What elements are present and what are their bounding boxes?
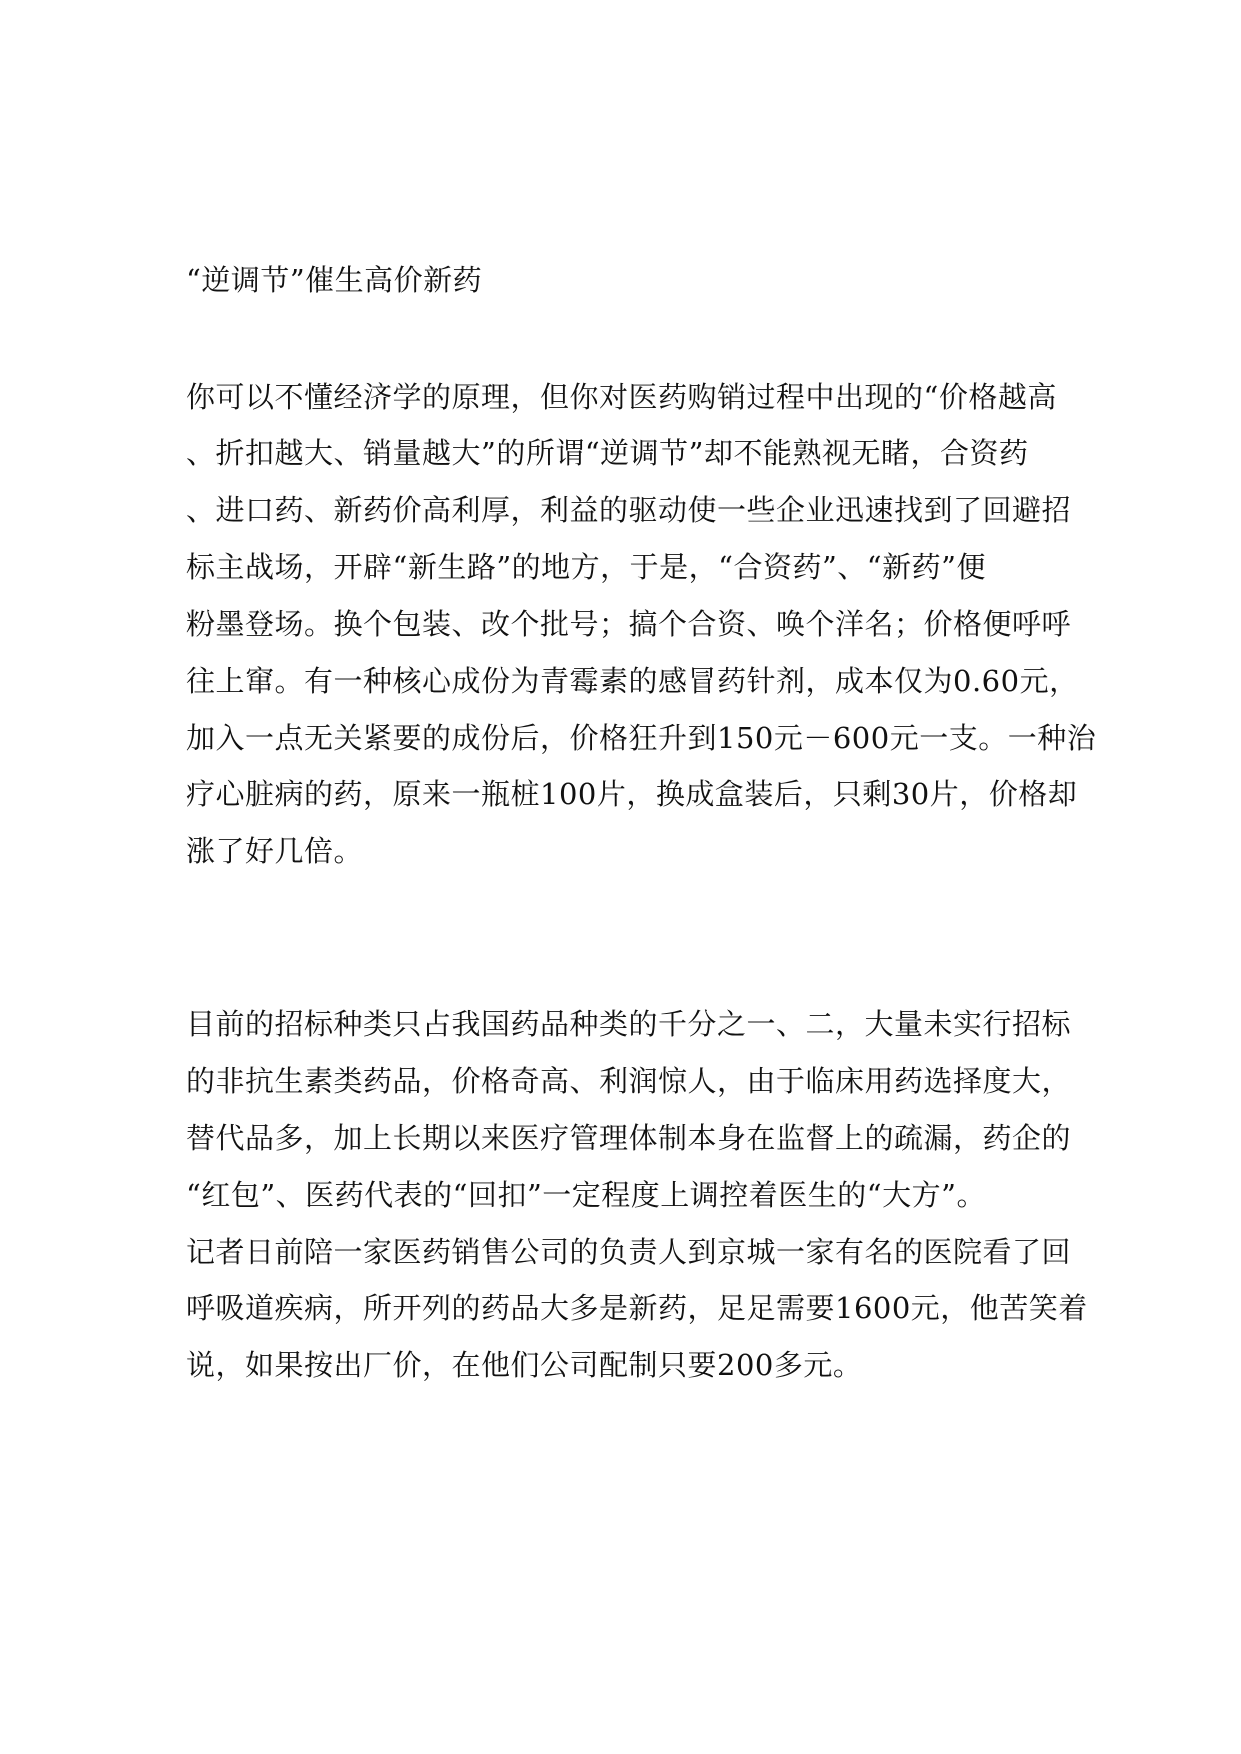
paragraph-line: 的非抗生素类药品，价格奇高、利润惊人，由于临床用药选择度大，: [186, 1064, 1072, 1098]
article-heading: “逆调节”催生高价新药: [186, 263, 483, 297]
paragraph-line: 、折扣越大、销量越大”的所谓“逆调节”却不能熟视无睹，合资药: [186, 436, 1029, 470]
paragraph-line: 粉墨登场。换个包装、改个批号；搞个合资、唤个洋名；价格便呼呼: [186, 607, 1072, 641]
paragraph-line: 你可以不懂经济学的原理，但你对医药购销过程中出现的“价格越高: [186, 380, 1057, 414]
paragraph-line: 疗心脏病的药，原来一瓶桩100片，换成盒装后，只剩30片，价格却: [186, 777, 1078, 811]
paragraph-line: 涨了好几倍。: [186, 834, 364, 868]
paragraph-line: 呼吸道疾病，所开列的药品大多是新药，足足需要1600元，他苦笑着: [186, 1291, 1088, 1325]
paragraph-line: 说，如果按出厂价，在他们公司配制只要200多元。: [186, 1348, 863, 1382]
paragraph-line: 记者日前陪一家医药销售公司的负责人到京城一家有名的医院看了回: [186, 1235, 1072, 1269]
paragraph-line: 往上窜。有一种核心成份为青霉素的感冒药针剂，成本仅为0.60元，: [186, 664, 1079, 698]
paragraph-line: “红包”、医药代表的“回扣”一定程度上调控着医生的“大方”。: [186, 1178, 986, 1212]
paragraph-line: 、进口药、新药价高利厚，利益的驱动使一些企业迅速找到了回避招: [186, 493, 1072, 527]
paragraph-line: 加入一点无关紧要的成份后，价格狂升到150元－600元一支。一种治: [186, 721, 1097, 755]
paragraph-line: 标主战场，开辟“新生路”的地方，于是，“合资药”、“新药”便: [186, 550, 986, 584]
paragraph-line: 目前的招标种类只占我国药品种类的千分之一、二，大量未实行招标: [186, 1007, 1072, 1041]
paragraph-line: 替代品多，加上长期以来医疗管理体制本身在监督上的疏漏，药企的: [186, 1121, 1072, 1155]
